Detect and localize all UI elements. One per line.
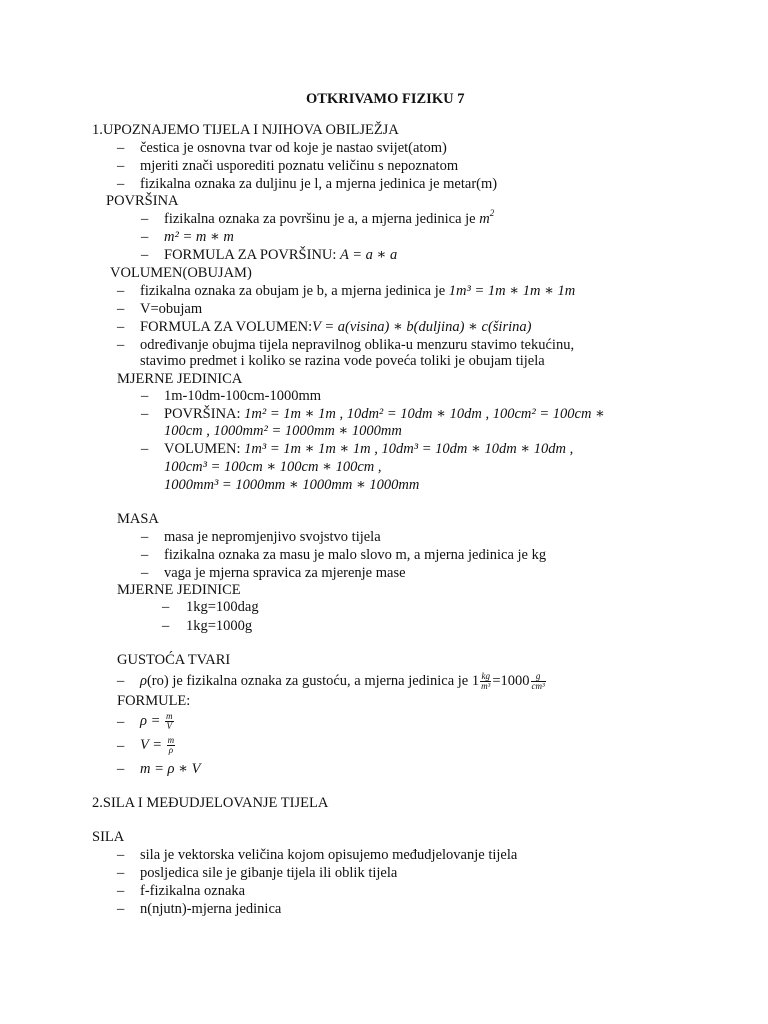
fraction [165, 712, 174, 731]
bullet-dash: – [117, 865, 125, 881]
subsection-heading: MJERNE JEDINICE [117, 582, 241, 598]
fraction-denominator: ρ [168, 745, 174, 756]
fraction-denominator: V [166, 721, 172, 732]
list-item [164, 405, 605, 423]
bullet-dash: – [117, 673, 125, 689]
list-item: fizikalna oznaka za duljinu je l, a mjerna jedinica je metar(m) [140, 176, 498, 192]
page-title: OTKRIVAMO FIZIKU 7 [306, 91, 465, 107]
fraction-g-per-cm3 [531, 672, 546, 691]
list-item: mjeriti znači usporediti poznatu veličinu s nepoznatom [140, 158, 459, 174]
bullet-dash: – [117, 883, 125, 899]
subsection-heading: MJERNE JEDINICA [117, 371, 243, 387]
formula-lhs: ρ = [140, 713, 164, 729]
fraction-denominator: m³ [481, 681, 491, 692]
bullet-dash: – [141, 406, 149, 422]
math-formula-continuation: 100cm , 1000mm² = 1000mm ∗ 1000mm [164, 423, 402, 439]
list-item [140, 672, 547, 691]
math-formula-continuation: 1000mm³ = 1000mm ∗ 1000mm ∗ 1000mm [164, 477, 420, 493]
list-item-text: FORMULA ZA VOLUMEN: [140, 319, 313, 335]
bullet-dash: – [117, 319, 125, 335]
formulas-heading: FORMULE: [117, 693, 191, 709]
fraction-kg-per-m3 [480, 672, 491, 691]
list-item [164, 246, 397, 264]
math-formula: V = a(visina) ∗ b(duljina) ∗ c(širina) [312, 319, 532, 335]
bullet-dash: – [162, 618, 170, 634]
list-item: masa je nepromjenjivo svojstvo tijela [164, 529, 381, 545]
bullet-dash: – [117, 283, 125, 299]
list-item-label: POVRŠINA: [164, 406, 245, 422]
list-item-text: fizikalna oznaka za obujam je b, a mjerna jedinica je [140, 283, 449, 299]
bullet-dash: – [117, 761, 125, 777]
math-formula: A = a ∗ a [340, 247, 398, 263]
math-formula: m² = m ∗ m [164, 229, 234, 245]
bullet-dash: – [117, 337, 125, 353]
list-item-text: FORMULA ZA POVRŠINU: [164, 247, 341, 263]
formula-mass: m = ρ ∗ V [140, 761, 201, 777]
math-formula: 1m³ = 1m ∗ 1m ∗ 1m , 10dm³ = 10dm ∗ 10dm ∗ 10dm , [244, 441, 574, 457]
bullet-dash: – [141, 229, 149, 245]
math-formula-continuation: 100cm³ = 100cm ∗ 100cm ∗ 100cm , [164, 459, 382, 475]
list-item-label: VOLUMEN: [164, 441, 245, 457]
section-heading: 2.SILA I MEĐUDJELOVANJE TIJELA [92, 795, 329, 811]
list-item: vaga je mjerna spravica za mjerenje mase [164, 565, 406, 581]
bullet-dash: – [141, 211, 149, 227]
subsection-heading: VOLUMEN(OBUJAM) [110, 265, 252, 281]
list-item: sila je vektorska veličina kojom opisujemo međudjelovanje tijela [140, 847, 518, 863]
subsection-heading: SILA [92, 829, 125, 845]
math-formula: 1m² = 1m ∗ 1m , 10dm² = 10dm ∗ 10dm , 100cm² = 100cm ∗ [244, 406, 605, 422]
bullet-dash: – [141, 547, 149, 563]
subsection-heading: GUSTOĆA TVARI [117, 652, 231, 668]
fraction-numerator: g [531, 672, 546, 682]
bullet-dash: – [117, 901, 125, 917]
fraction-numerator: kg [481, 671, 490, 682]
bullet-dash: – [141, 247, 149, 263]
list-item: određivanje obujma tijela nepravilnog oblika-u menzuru stavimo tekućinu, [140, 337, 575, 353]
list-item: 1m-10dm-100cm-1000mm [164, 388, 322, 404]
list-item [164, 210, 494, 228]
list-item [140, 282, 575, 300]
fraction-numerator: m [166, 711, 173, 722]
list-item: n(njutn)-mjerna jedinica [140, 901, 282, 917]
bullet-dash: – [117, 140, 125, 156]
bullet-dash: – [117, 714, 125, 730]
bullet-dash: – [141, 441, 149, 457]
bullet-dash: – [117, 176, 125, 192]
bullet-dash: – [141, 529, 149, 545]
subsection-heading: POVRŠINA [106, 193, 179, 209]
math-formula: 1m³ = 1m ∗ 1m ∗ 1m [448, 283, 576, 299]
list-item [140, 318, 531, 336]
bullet-dash: – [117, 738, 125, 754]
list-item: čestica je osnovna tvar od koje je nastao svijet(atom) [140, 140, 447, 156]
bullet-dash: – [141, 388, 149, 404]
list-item-text: (ro) je fizikalna oznaka za gustoću, a mjerna jedinica je 1 [146, 673, 480, 689]
fraction [167, 736, 176, 755]
section-heading: 1.UPOZNAJEMO TIJELA I NJIHOVA OBILJEŽJA [92, 122, 399, 138]
fraction-numerator: m [167, 735, 175, 746]
bullet-dash: – [117, 847, 125, 863]
formula-volume [140, 736, 176, 755]
list-item: 1kg=1000g [186, 618, 253, 634]
fraction-denominator: cm³ [531, 681, 545, 692]
list-item: f-fizikalna oznaka [140, 883, 246, 899]
list-item [164, 440, 573, 458]
list-item: fizikalna oznaka za masu je malo slovo m, a mjerna jedinica je kg [164, 547, 547, 563]
subsection-heading: MASA [117, 511, 159, 527]
math-unit: $m^2$ [479, 208, 495, 227]
list-item: V=obujam [140, 301, 203, 317]
rho-symbol: ρ [140, 673, 147, 689]
equals-text: =1000 [492, 673, 530, 689]
formula-density [140, 712, 175, 731]
formula-lhs: V = [140, 737, 166, 753]
bullet-dash: – [117, 301, 125, 317]
list-item-text: fizikalna oznaka za površinu je a, a mjerna jedinica je [164, 211, 480, 227]
bullet-dash: – [162, 599, 170, 615]
list-item: posljedica sile je gibanje tijela ili oblik tijela [140, 865, 398, 881]
bullet-dash: – [141, 565, 149, 581]
bullet-dash: – [117, 158, 125, 174]
list-item-continuation: stavimo predmet i koliko se razina vode poveća toliki je obujam tijela [140, 353, 545, 369]
list-item: 1kg=100dag [186, 599, 259, 615]
